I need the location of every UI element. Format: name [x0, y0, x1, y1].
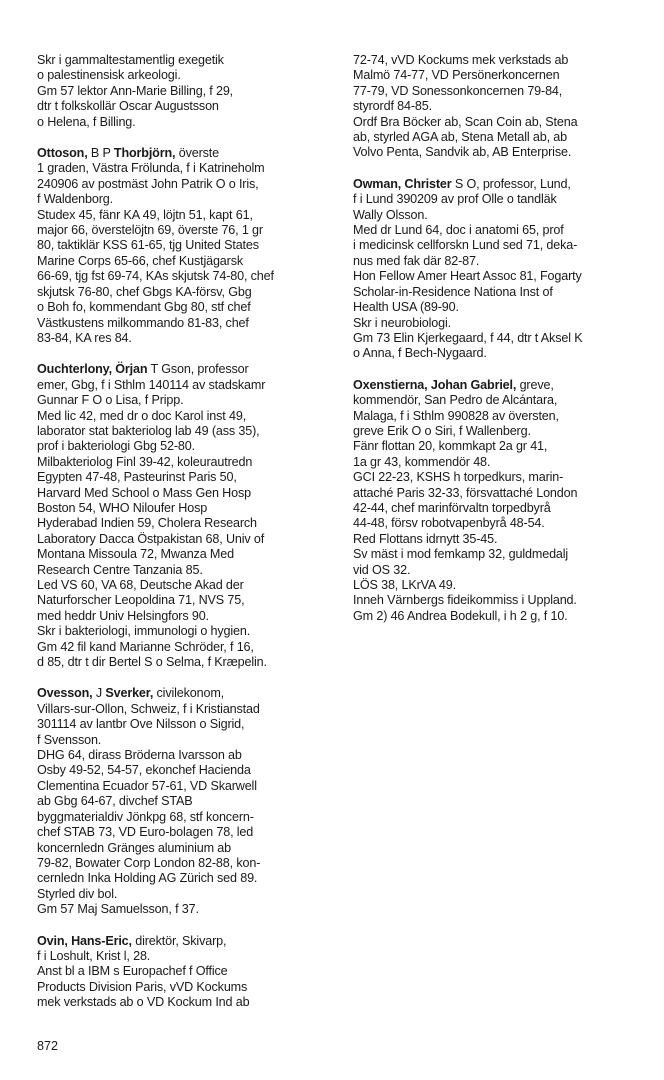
entry-text-line: laborator stat bakteriolog lab 49 (ass 35),: [37, 423, 260, 438]
entry-text-line: Gunnar F O o Lisa, f Pripp.: [37, 393, 184, 408]
entry-text-line: vid OS 32.: [353, 562, 411, 577]
biography-entry: [37, 146, 329, 346]
entry-text-line: 83-84, KA res 84.: [37, 330, 132, 345]
entry-text-line: ab Gbg 64-67, divchef STAB: [37, 794, 193, 809]
entry-text-line: Products Division Paris, vVD Kockums: [37, 979, 248, 994]
entry-name: Ovin, Hans-Eric,: [37, 933, 132, 948]
entry-text-line: o Boh fo, kommendant Gbg 80, stf chef: [37, 300, 251, 315]
entry-text-line: Skr i neurobiologi.: [353, 315, 451, 330]
entry-title: civilekonom,: [153, 686, 225, 701]
entry-text-line: 1a gr 43, kommendör 48.: [353, 454, 491, 469]
entry-heading-line: [37, 686, 329, 701]
entry-text-line: koncernledn Gränges aluminium ab: [37, 840, 232, 855]
entry-text-line: mek verkstads ab o VD Kockum Ind ab: [37, 995, 250, 1010]
entry-text-line: Hon Fellow Amer Heart Assoc 81, Fogarty: [353, 269, 582, 284]
entry-text-line: dtr t folkskollär Oscar Augustsson: [37, 99, 219, 114]
entry-text-line: 1 graden, Västra Frölunda, f i Katrineholm: [37, 161, 265, 176]
entry-name: Ottoson,: [37, 146, 88, 161]
entry-text-line: Gm 57 Maj Samuelsson, f 37.: [37, 902, 199, 917]
entry-text-line: 66-69, tjg fst 69-74, KAs skjutsk 74-80, chef: [37, 269, 274, 284]
entry-text-line: 72-74, vVD Kockums mek verkstads ab: [353, 53, 569, 67]
entry-name: Ovesson,: [37, 686, 93, 701]
entry-text-line: cernledn Inka Holding AG Zürich sed 89.: [37, 871, 258, 886]
entry-text-line: Studex 45, fänr KA 49, löjtn 51, kapt 61,: [37, 207, 253, 222]
entry-name: Ouchterlony, Örjan: [37, 362, 148, 377]
entry-text-line: Egypten 47-48, Pasteurinst Paris 50,: [37, 470, 237, 485]
biography-entry: [37, 362, 329, 670]
entry-title: T Gson, professor: [147, 362, 249, 377]
entry-text-line: greve Erik O o Siri, f Wallenberg.: [353, 423, 531, 438]
entry-text-line: Sv mäst i mod femkamp 32, guldmedalj: [353, 547, 569, 562]
left-column: [37, 53, 329, 1027]
entry-text-line: Scholar-in-Residence Nationa Inst of: [353, 284, 553, 299]
entry-given-name: Thorbjörn,: [113, 146, 176, 161]
entry-text-line: Led VS 60, VA 68, Deutsche Akad der: [37, 578, 244, 592]
biography-continuation: [353, 53, 653, 161]
biography-entry: [37, 934, 329, 1011]
entry-text-line: major 66, överstelöjtn 69, överste 76, 1 gr: [37, 223, 263, 238]
entry-text-line: Med lic 42, med dr o doc Karol inst 49,: [37, 408, 247, 423]
entry-text-line: LÖS 38, LKrVA 49.: [353, 578, 456, 592]
entry-text-line: Villars-sur-Ollon, Schweiz, f i Kristianstad: [37, 701, 260, 716]
entry-name: Oxenstierna, Johan Gabriel,: [353, 377, 517, 392]
entry-given-name: Sverker,: [105, 686, 154, 701]
entry-text-line: o Helena, f Billing.: [37, 114, 136, 129]
entry-text-line: f Waldenborg.: [37, 192, 113, 207]
entry-text-line: Laboratory Dacca Östpakistan 68, Univ of: [37, 531, 265, 546]
entry-text-line: Malmö 74-77, VD Persönerkoncernen: [353, 68, 560, 83]
entry-text-line: Med dr Lund 64, doc i anatomi 65, prof: [353, 223, 564, 238]
entry-text-line: 44-48, försv robotvapenbyrå 48-54.: [353, 516, 545, 531]
entry-text-line: attaché Paris 32-33, försvattaché London: [353, 485, 578, 500]
entry-text-line: chef STAB 73, VD Euro-bolagen 78, led: [37, 825, 254, 840]
entry-title: S O, professor, Lund,: [451, 176, 571, 191]
entry-heading-line: [37, 146, 329, 161]
entry-text-line: 77-79, VD Sonessonkoncernen 79-84,: [353, 83, 563, 98]
entry-heading-line: [37, 362, 329, 377]
entry-heading-line: [353, 177, 653, 192]
entry-text-line: Milbakteriolog Finl 39-42, koleurautredn: [37, 454, 253, 469]
entry-text-line: Anst bl a IBM s Europachef f Office: [37, 964, 228, 979]
entry-text-line: prof i bakteriologi Gbg 52-80.: [37, 439, 195, 454]
entry-text-line: Montana Missoula 72, Mwanza Med: [37, 547, 234, 562]
biography-entry: [353, 177, 653, 362]
entry-text-line: Inneh Värnbergs fideikommiss i Uppland.: [353, 593, 577, 608]
entry-text-line: Hyderabad Indien 59, Cholera Research: [37, 516, 257, 531]
entry-text-line: DHG 64, dirass Bröderna Ivarsson ab: [37, 748, 242, 763]
entry-text-line: Wally Olsson.: [353, 207, 428, 222]
entry-text-line: Skr i bakteriologi, immunologi o hygien.: [37, 624, 251, 639]
entry-text-line: Fänr flottan 20, kommkapt 2a gr 41,: [353, 439, 548, 454]
entry-text-line: Västkustens milkommando 81-83, chef: [37, 315, 249, 330]
entry-text-line: o palestinensisk arkeologi.: [37, 68, 181, 83]
entry-text-line: 240906 av postmäst John Patrik O o Iris,: [37, 176, 259, 191]
entry-title: direktör, Skivarp,: [131, 933, 227, 948]
entry-text-line: Red Flottans idrnytt 35-45.: [353, 531, 498, 546]
entry-text-line: Research Centre Tanzania 85.: [37, 562, 203, 577]
entry-heading-line: [353, 378, 653, 393]
entry-text-line: Gm 42 fil kand Marianne Schröder, f 16,: [37, 639, 254, 654]
entry-initials: J: [92, 686, 106, 701]
entry-text-line: Styrled div bol.: [37, 886, 118, 901]
entry-text-line: Marine Corps 65-66, chef Kustjägarsk: [37, 253, 243, 268]
entry-text-line: nus med fak där 82-87.: [353, 253, 480, 268]
entry-text-line: skjutsk 76-80, chef Gbgs KA-försv, Gbg: [37, 284, 252, 299]
entry-name: Owman, Christer: [353, 176, 452, 191]
entry-text-line: Boston 54, WHO Niloufer Hosp: [37, 500, 208, 515]
biography-entry: [353, 378, 653, 625]
entry-text-line: 79-82, Bowater Corp London 82-88, kon-: [37, 855, 261, 870]
biography-entry: [37, 686, 329, 917]
entry-text-line: Clementina Ecuador 57-61, VD Skarwell: [37, 778, 257, 793]
entry-initials: B P: [87, 146, 114, 161]
right-column: [353, 53, 653, 640]
entry-text-line: Harvard Med School o Mass Gen Hosp: [37, 485, 251, 500]
entry-text-line: Ordf Bra Böcker ab, Scan Coin ab, Stena: [353, 114, 578, 129]
entry-text-line: 301114 av lantbr Ove Nilsson o Sigrid,: [37, 717, 245, 732]
entry-text-line: d 85, dtr t dir Bertel S o Selma, f Kræpelin.: [37, 655, 267, 670]
entry-text-line: o Anna, f Bech-Nygaard.: [353, 346, 487, 361]
entry-title: greve,: [516, 377, 554, 392]
entry-text-line: Gm 2) 46 Andrea Bodekull, i h 2 g, f 10.: [353, 608, 568, 623]
entry-text-line: GCI 22-23, KSHS h torpedkurs, marin-: [353, 470, 564, 485]
entry-text-line: kommendör, San Pedro de Alcántara,: [353, 393, 558, 408]
entry-text-line: ab, styrled AGA ab, Stena Metall ab, ab: [353, 130, 567, 145]
entry-text-line: styrordf 84-85.: [353, 99, 432, 114]
entry-text-line: med heddr Univ Helsingfors 90.: [37, 608, 209, 623]
entry-text-line: Malaga, f i Sthlm 990828 av översten,: [353, 408, 559, 423]
entry-text-line: Gm 57 lektor Ann-Marie Billing, f 29,: [37, 83, 234, 98]
entry-text-line: f i Loshult, Krist l, 28.: [37, 948, 151, 963]
entry-text-line: 42-44, chef marinförvaltn torpedbyrå: [353, 500, 551, 515]
entry-text-line: Gm 73 Elin Kjerkegaard, f 44, dtr t Aksel K: [353, 330, 583, 345]
entry-text-line: byggmaterialdiv Jönkpg 68, stf koncern-: [37, 809, 254, 824]
entry-title: överste: [175, 146, 219, 161]
entry-text-line: i medicinsk cellforskn Lund sed 71, deka-: [353, 238, 578, 253]
entry-text-line: Skr i gammaltestamentlig exegetik: [37, 53, 224, 67]
page-number: 872: [37, 1039, 59, 1053]
entry-heading-line: [37, 934, 329, 949]
entry-text-line: f i Lund 390209 av prof Olle o tandläk: [353, 192, 557, 207]
biography-continuation: [37, 53, 329, 130]
entry-text-line: Volvo Penta, Sandvik ab, AB Enterprise.: [353, 145, 572, 160]
entry-text-line: 80, taktiklär KSS 61-65, tjg United States: [37, 238, 259, 253]
entry-text-line: Osby 49-52, 54-57, ekonchef Hacienda: [37, 763, 251, 778]
entry-text-line: f Svensson.: [37, 732, 102, 747]
entry-text-line: Health USA (89-90.: [353, 300, 459, 315]
entry-text-line: Naturforscher Leopoldina 71, NVS 75,: [37, 593, 245, 608]
entry-text-line: emer, Gbg, f i Sthlm 140114 av stadskamr: [37, 377, 266, 392]
